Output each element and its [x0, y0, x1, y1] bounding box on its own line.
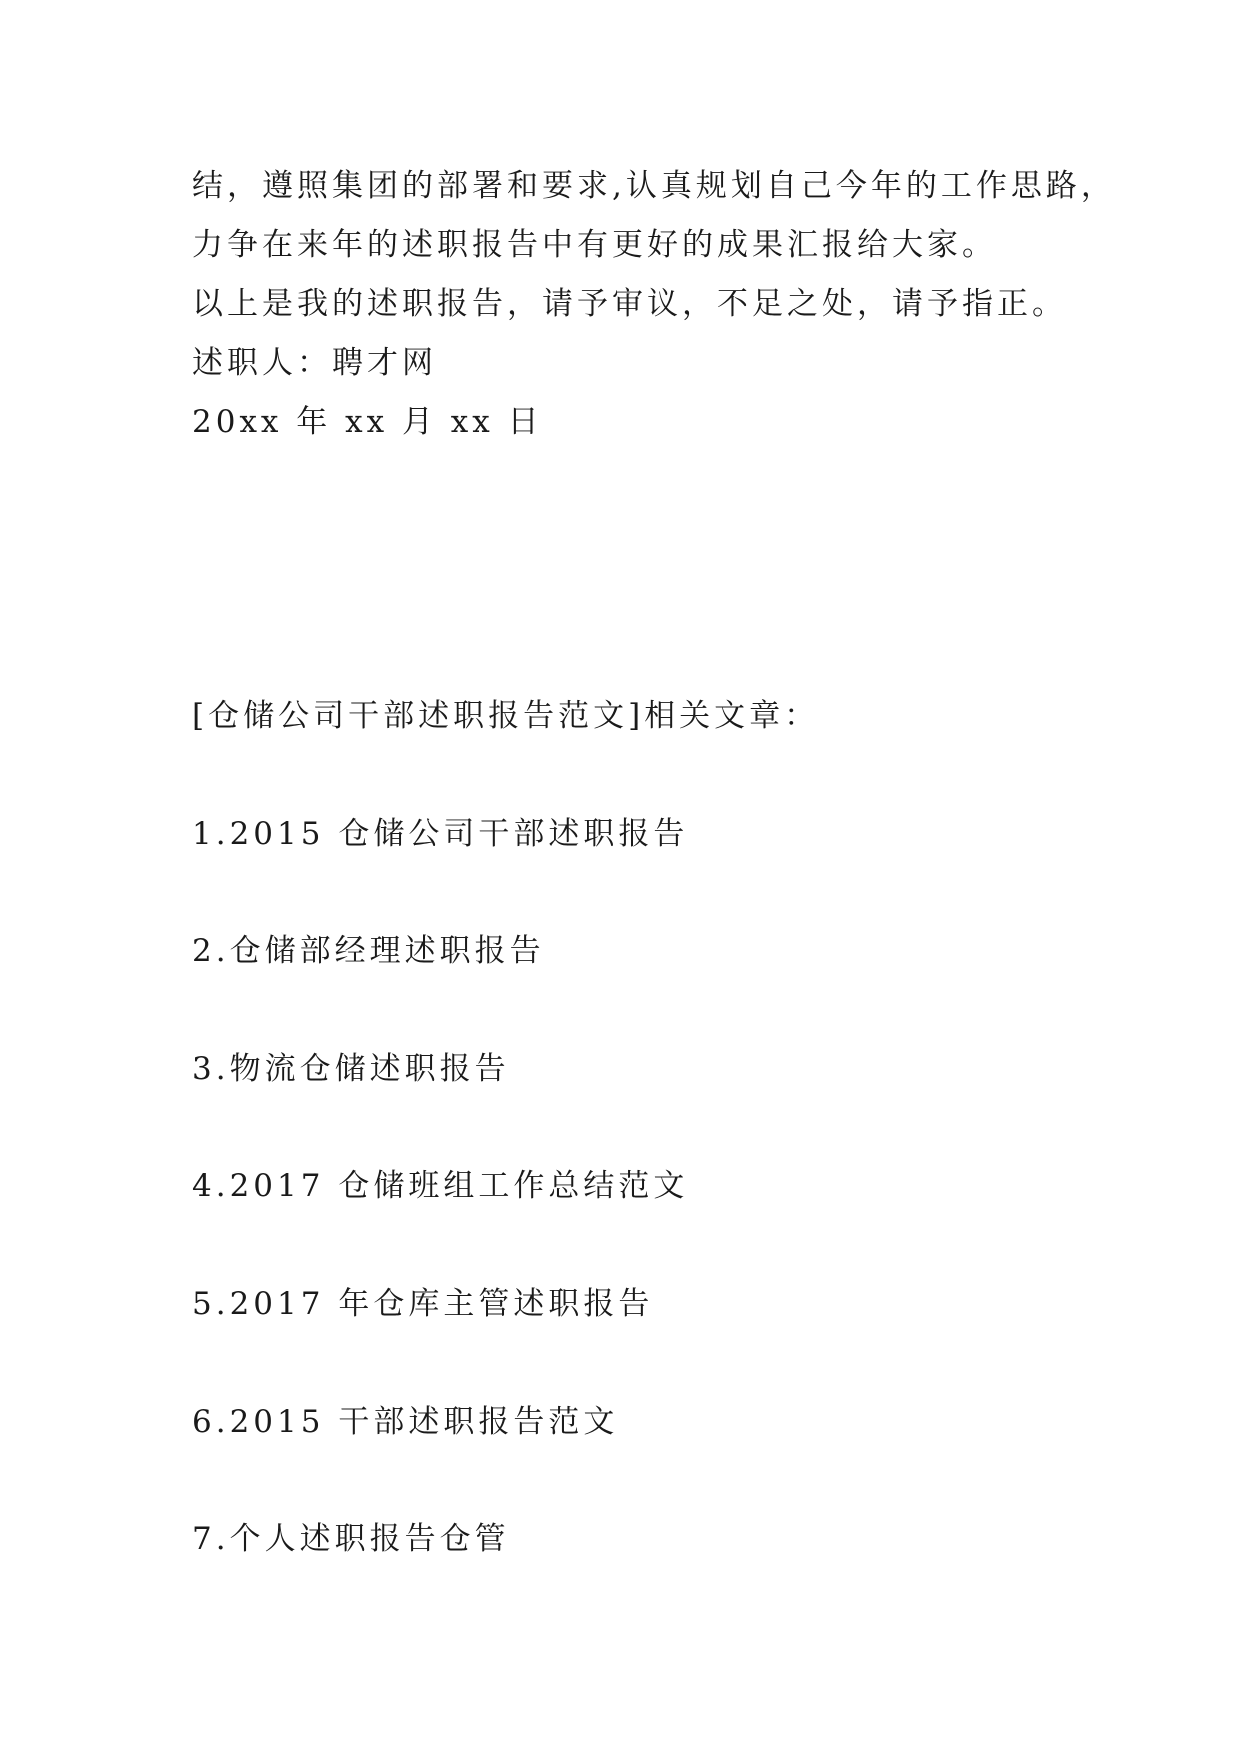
related-article-item: 7.个人述职报告仓管 [192, 1521, 510, 1558]
related-article-item: 1.2015 仓储公司干部述职报告 [192, 815, 689, 852]
related-articles-heading: [仓储公司干部述职报告范文]相关文章： [192, 698, 820, 734]
report-date: 20xx 年 xx 月 xx 日 [192, 404, 543, 440]
report-closing-paragraph [192, 157, 1192, 452]
body-line: 力争在来年的述职报告中有更好的成果汇报给大家。 [192, 227, 997, 263]
related-article-item: 3.物流仓储述职报告 [192, 1050, 510, 1087]
related-articles-list [192, 658, 1192, 1599]
related-article-item: 6.2015 干部述职报告范文 [192, 1403, 619, 1440]
related-article-item: 4.2017 仓储班组工作总结范文 [192, 1168, 689, 1205]
closing-statement: 以上是我的述职报告，请予审议，不足之处，请予指正。 [192, 286, 1067, 322]
related-article-item: 2.仓储部经理述职报告 [192, 933, 545, 970]
related-article-item: 5.2017 年仓库主管述职报告 [192, 1285, 654, 1322]
author-signature: 述职人：聘才网 [192, 345, 437, 381]
body-line: 结，遵照集团的部署和要求,认真规划自己今年的工作思路， [192, 168, 1116, 204]
